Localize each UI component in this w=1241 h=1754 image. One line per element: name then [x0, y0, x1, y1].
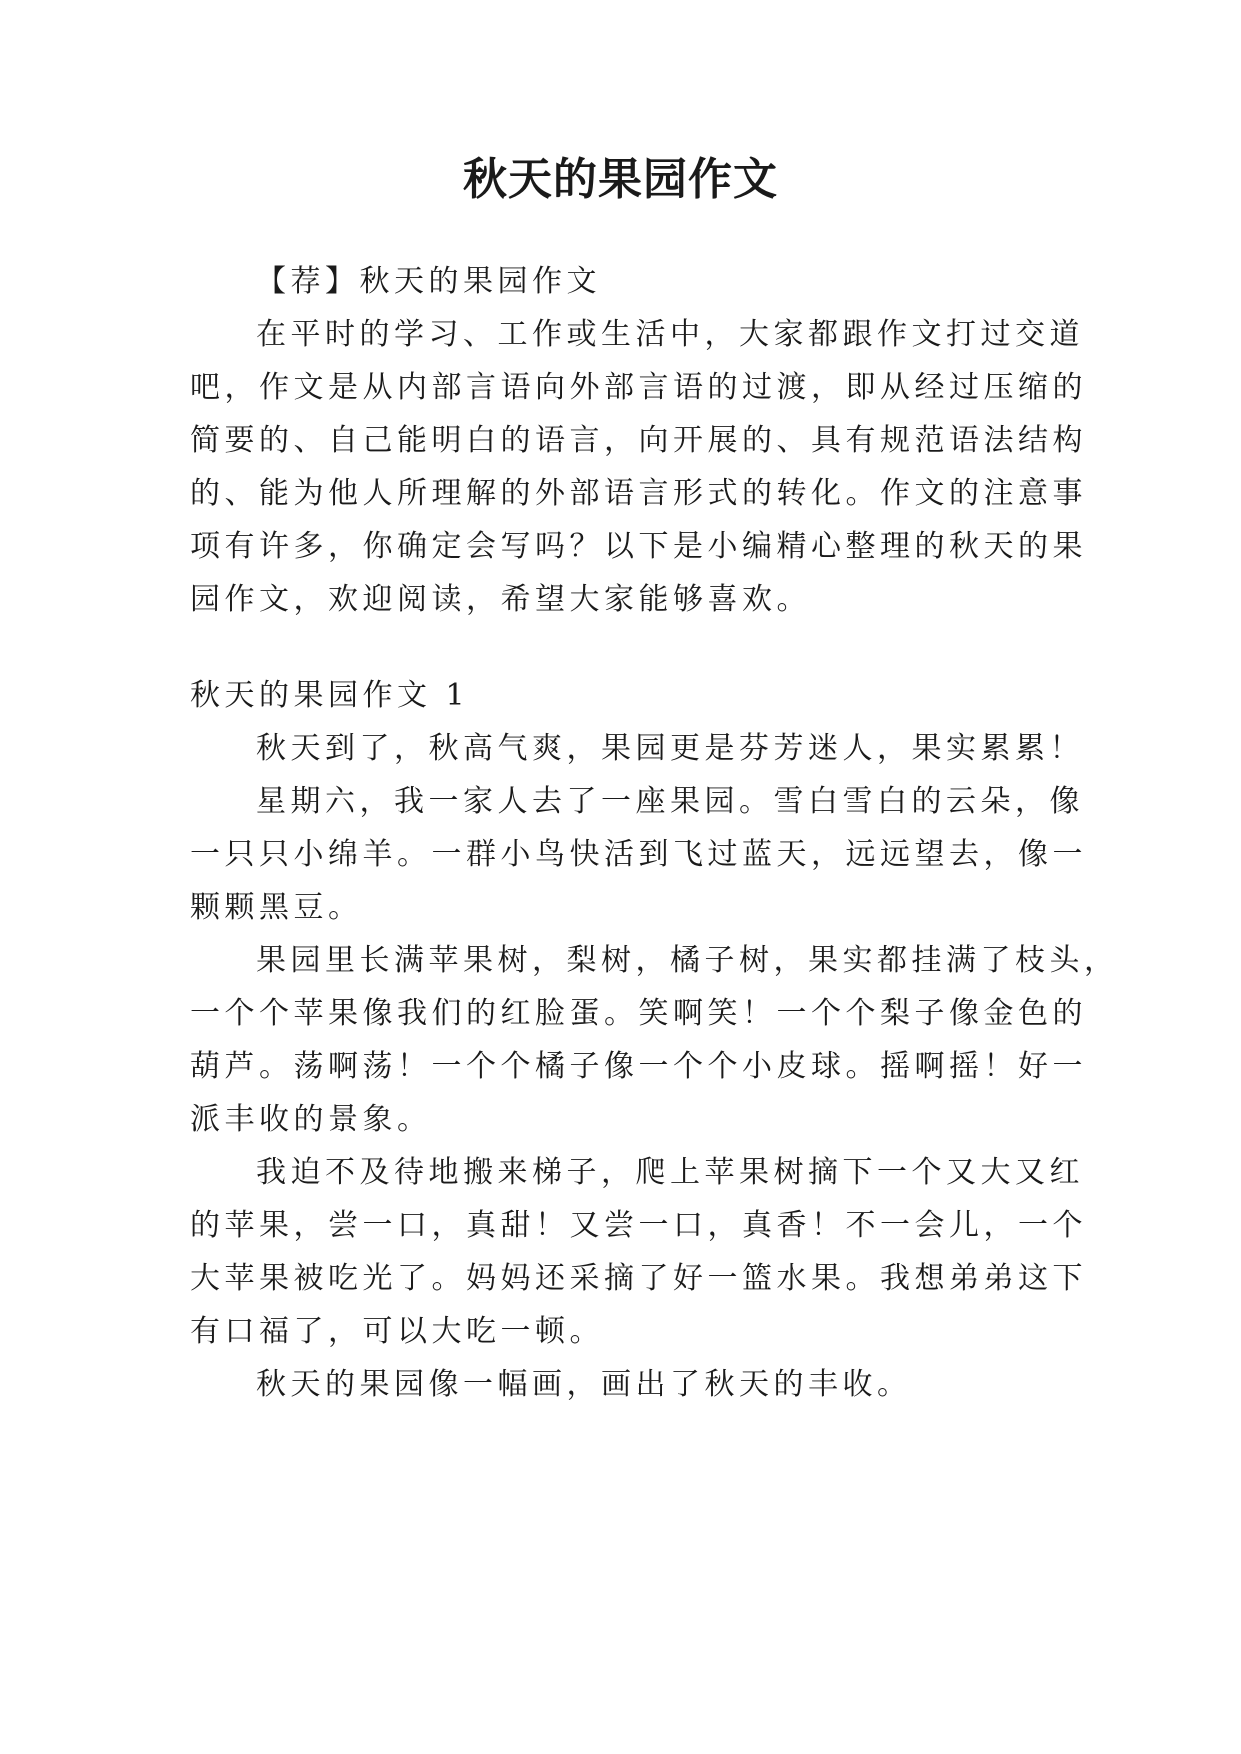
essay-paragraph-3-line-3: 葫芦。荡啊荡！一个个橘子像一个个小皮球。摇啊摇！好一: [190, 1049, 1087, 1084]
intro-line-6: 园作文，欢迎阅读，希望大家能够喜欢。: [190, 582, 811, 617]
essay-paragraph-4-line-3: 大苹果被吃光了。妈妈还采摘了好一篮水果。我想弟弟这下: [190, 1261, 1087, 1296]
essay-paragraph-3-line-1: 果园里长满苹果树，梨树，橘子树，果实都挂满了枝头，: [256, 943, 1119, 978]
essay-heading: 秋天的果园作文 1: [190, 678, 470, 713]
essay-paragraph-2-line-1: 星期六，我一家人去了一座果园。雪白雪白的云朵，像: [256, 784, 1084, 819]
essay-paragraph-5: 秋天的果园像一幅画，画出了秋天的丰收。: [256, 1367, 912, 1402]
essay-paragraph-4-line-1: 我迫不及待地搬来梯子，爬上苹果树摘下一个又大又红: [256, 1155, 1084, 1190]
essay-paragraph-3-line-4: 派丰收的景象。: [190, 1102, 432, 1137]
intro-line-5: 项有许多，你确定会写吗？以下是小编精心整理的秋天的果: [190, 529, 1087, 564]
essay-paragraph-2-line-3: 颗颗黑豆。: [190, 890, 363, 925]
essay-paragraph-4-line-2: 的苹果，尝一口，真甜！又尝一口，真香！不一会儿，一个: [190, 1208, 1087, 1243]
document-title: 秋天的果园作文: [463, 154, 778, 205]
intro-line-3: 简要的、自己能明白的语言，向开展的、具有规范语法结构: [190, 423, 1087, 458]
essay-paragraph-2-line-2: 一只只小绵羊。一群小鸟快活到飞过蓝天，远远望去，像一: [190, 837, 1087, 872]
intro-line-2: 吧，作文是从内部言语向外部言语的过渡，即从经过压缩的: [190, 370, 1087, 405]
essay-paragraph-3-line-2: 一个个苹果像我们的红脸蛋。笑啊笑！一个个梨子像金色的: [190, 996, 1087, 1031]
essay-paragraph-4-line-4: 有口福了，可以大吃一顿。: [190, 1314, 604, 1349]
intro-line-1: 在平时的学习、工作或生活中，大家都跟作文打过交道: [256, 317, 1084, 352]
essay-paragraph-1: 秋天到了，秋高气爽，果园更是芬芳迷人，果实累累！: [256, 731, 1084, 766]
intro-line-4: 的、能为他人所理解的外部语言形式的转化。作文的注意事: [190, 476, 1087, 511]
recommend-heading: 【荐】秋天的果园作文: [256, 264, 601, 299]
